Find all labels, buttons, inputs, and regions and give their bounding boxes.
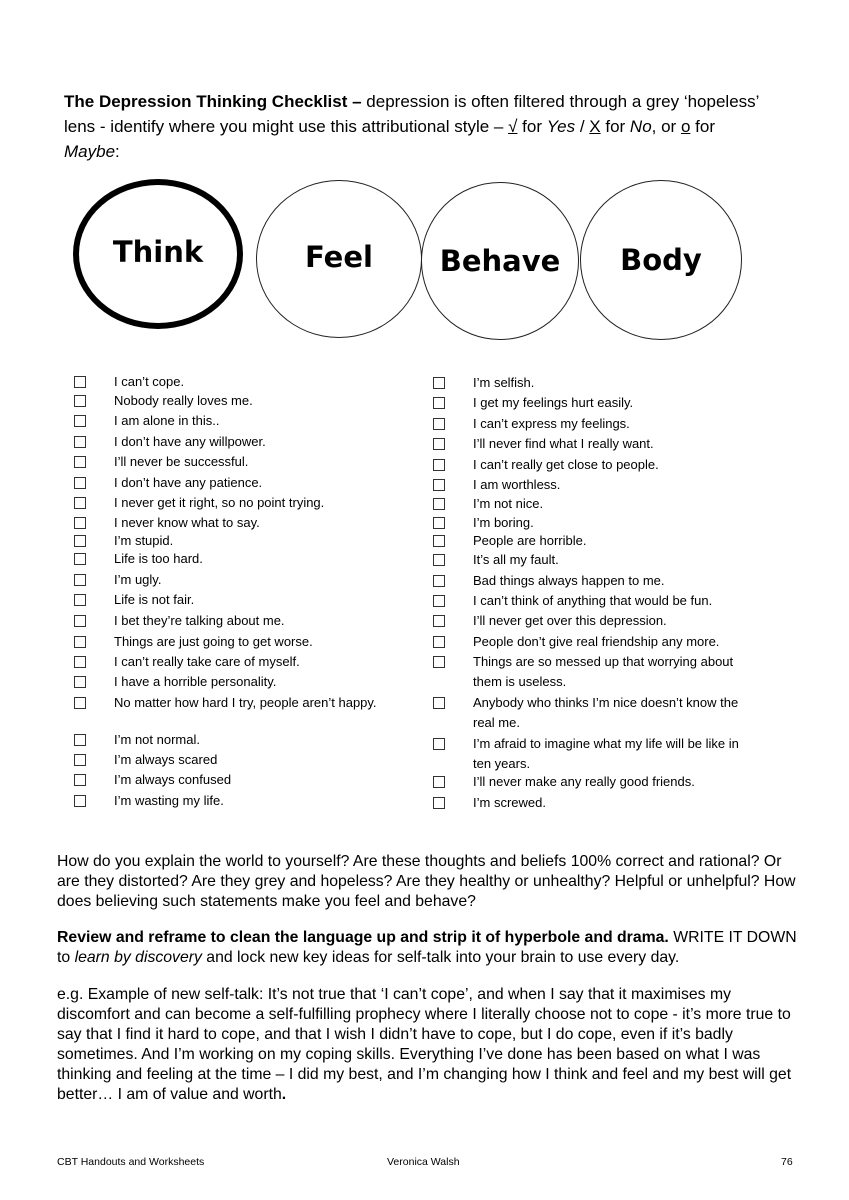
left-item-statement: I’m not normal. [114, 732, 200, 747]
left-item-statement: Things are just going to get worse. [114, 634, 313, 649]
left-item-statement: I am alone in this.. [114, 413, 220, 428]
left-item-statement: Life is not fair. [114, 592, 195, 607]
right-item-checkbox[interactable] [433, 595, 445, 607]
footer-author: Veronica Walsh [387, 1156, 460, 1168]
right-item-checkbox[interactable] [433, 438, 445, 450]
left-item-checkbox[interactable] [74, 594, 86, 606]
left-item-statement: I never get it right, so no point trying. [114, 495, 325, 510]
left-item-statement: I’m stupid. [114, 533, 174, 548]
right-item-statement: It’s all my fault. [473, 552, 559, 567]
left-item-statement: No matter how hard I try, people aren’t happy. [114, 695, 377, 710]
right-item-statement: I can’t really get close to people. [473, 457, 659, 472]
right-item-checkbox[interactable] [433, 697, 445, 709]
right-item-checkbox[interactable] [433, 776, 445, 788]
left-item-statement: I don’t have any willpower. [114, 434, 266, 449]
left-item-statement: I can’t really take care of myself. [114, 654, 300, 669]
review-instructions: Review and reframe to clean the language up and strip it of hyperbole and drama. WRITE IT DOWN to learn by discovery and lock new key ideas for self-talk into your brain to use every day. [57, 929, 797, 966]
right-item-checkbox[interactable] [433, 636, 445, 648]
right-item-statement: I’m selfish. [473, 375, 535, 390]
left-item-statement: I can’t cope. [114, 374, 185, 389]
right-item-checkbox[interactable] [433, 459, 445, 471]
footer-title: CBT Handouts and Worksheets [57, 1156, 205, 1168]
left-item-statement: I never know what to say. [114, 515, 260, 530]
left-item-statement: I’m ugly. [114, 572, 162, 587]
right-item-statement: I can’t think of anything that would be fun. [473, 593, 713, 608]
left-item-statement: I bet they’re talking about me. [114, 613, 285, 628]
right-item-statement: People don’t give real friendship any more. [473, 634, 720, 649]
left-item-checkbox[interactable] [74, 436, 86, 448]
right-item-statement: People are horrible. [473, 533, 587, 548]
left-item-statement: I’m wasting my life. [114, 793, 224, 808]
right-item-statement: I’ll never make any really good friends. [473, 774, 695, 789]
left-item-checkbox[interactable] [74, 795, 86, 807]
right-item-checkbox[interactable] [433, 575, 445, 587]
yes-symbol: √ [508, 117, 518, 136]
right-item-statement: Things are so messed up that worrying about them is useless. [473, 654, 734, 690]
behave-label: Behave [439, 244, 561, 278]
left-item-checkbox[interactable] [74, 395, 86, 407]
right-item-checkbox[interactable] [433, 517, 445, 529]
behave-circle [421, 182, 579, 340]
left-item-checkbox[interactable] [74, 754, 86, 766]
right-item-statement: I’ll never get over this depression. [473, 613, 667, 628]
page-number: 76 [781, 1156, 793, 1168]
reflection-questions: How do you explain the world to yourself? Are these thoughts and beliefs 100% correct and rational? Or are they distorted? Are they grey and hopeless? Are they healthy or unhealthy? Helpful or unhelpful? How does believing such statements make you feel and behave? [57, 853, 796, 910]
right-item-statement: I’m screwed. [473, 795, 546, 810]
left-item-checkbox[interactable] [74, 477, 86, 489]
right-item-checkbox[interactable] [433, 377, 445, 389]
right-item-statement: I’m boring. [473, 515, 534, 530]
left-item-statement: I have a horrible personality. [114, 674, 277, 689]
right-item-checkbox[interactable] [433, 797, 445, 809]
right-item-checkbox[interactable] [433, 498, 445, 510]
left-item-checkbox[interactable] [74, 456, 86, 468]
left-item-checkbox[interactable] [74, 415, 86, 427]
left-item-statement: I’m always confused [114, 772, 232, 787]
right-item-checkbox[interactable] [433, 418, 445, 430]
no-symbol: X [589, 117, 601, 136]
right-item-statement: Anybody who thinks I’m nice doesn’t know the real me. [473, 695, 739, 731]
left-item-statement: Nobody really loves me. [114, 393, 253, 408]
left-item-checkbox[interactable] [74, 636, 86, 648]
checklist-title: The Depression Thinking Checklist [64, 92, 348, 111]
left-item-statement: I don’t have any patience. [114, 475, 263, 490]
right-item-checkbox[interactable] [433, 656, 445, 668]
left-item-checkbox[interactable] [74, 734, 86, 746]
maybe-symbol: o [680, 117, 691, 136]
right-item-checkbox[interactable] [433, 615, 445, 627]
left-item-checkbox[interactable] [74, 517, 86, 529]
right-item-checkbox[interactable] [433, 535, 445, 547]
left-item-statement: I’m always scared [114, 752, 218, 767]
right-item-statement: I’m not nice. [473, 496, 544, 511]
right-item-checkbox[interactable] [433, 479, 445, 491]
right-item-statement: I’m afraid to imagine what my life will be like in ten years. [473, 736, 739, 772]
left-item-statement: Life is too hard. [114, 551, 203, 566]
left-item-checkbox[interactable] [74, 656, 86, 668]
body-label: Body [620, 243, 702, 277]
right-item-statement: I’ll never find what I really want. [473, 436, 654, 451]
feel-circle [256, 180, 422, 338]
right-item-checkbox[interactable] [433, 554, 445, 566]
left-item-statement: I’ll never be successful. [114, 454, 249, 469]
think-label: Think [112, 235, 204, 269]
right-item-statement: I can’t express my feelings. [473, 416, 630, 431]
right-item-statement: I am worthless. [473, 477, 561, 492]
left-item-checkbox[interactable] [74, 676, 86, 688]
left-item-checkbox[interactable] [74, 553, 86, 565]
left-item-checkbox[interactable] [74, 535, 86, 547]
right-item-checkbox[interactable] [433, 738, 445, 750]
feel-label: Feel [305, 240, 373, 274]
left-item-checkbox[interactable] [74, 497, 86, 509]
left-item-checkbox[interactable] [74, 697, 86, 709]
left-item-checkbox[interactable] [74, 574, 86, 586]
checklist-heading: The Depression Thinking Checklist – depression is often filtered through a grey ‘hopeless’ lens - identify where you might use this attributional style – √ for Yes / X for No, or o for Maybe: [64, 92, 759, 161]
right-item-statement: Bad things always happen to me. [473, 573, 665, 588]
body-circle [580, 180, 742, 340]
left-item-checkbox[interactable] [74, 376, 86, 388]
left-item-checkbox[interactable] [74, 615, 86, 627]
right-item-checkbox[interactable] [433, 397, 445, 409]
think-circle [73, 179, 243, 329]
right-item-statement: I get my feelings hurt easily. [473, 395, 634, 410]
self-talk-example: e.g. Example of new self-talk: It’s not true that ‘I can’t cope’, and when I say that it maximises my discomfort and can become a self-fulfilling prophecy where I literally choose not to cope - it’s more true to say that I find it hard to cope, and that I wish I didn’t have to cope, but I do cope, even if it’s badly sometimes. And I’m working on my coping skills. Everything I’ve done has been based on what I was thinking and feeling at the time – I did my best, and I’m changing how I think and feel and my best will get better… I am of value and worth. [57, 986, 792, 1103]
left-item-checkbox[interactable] [74, 774, 86, 786]
